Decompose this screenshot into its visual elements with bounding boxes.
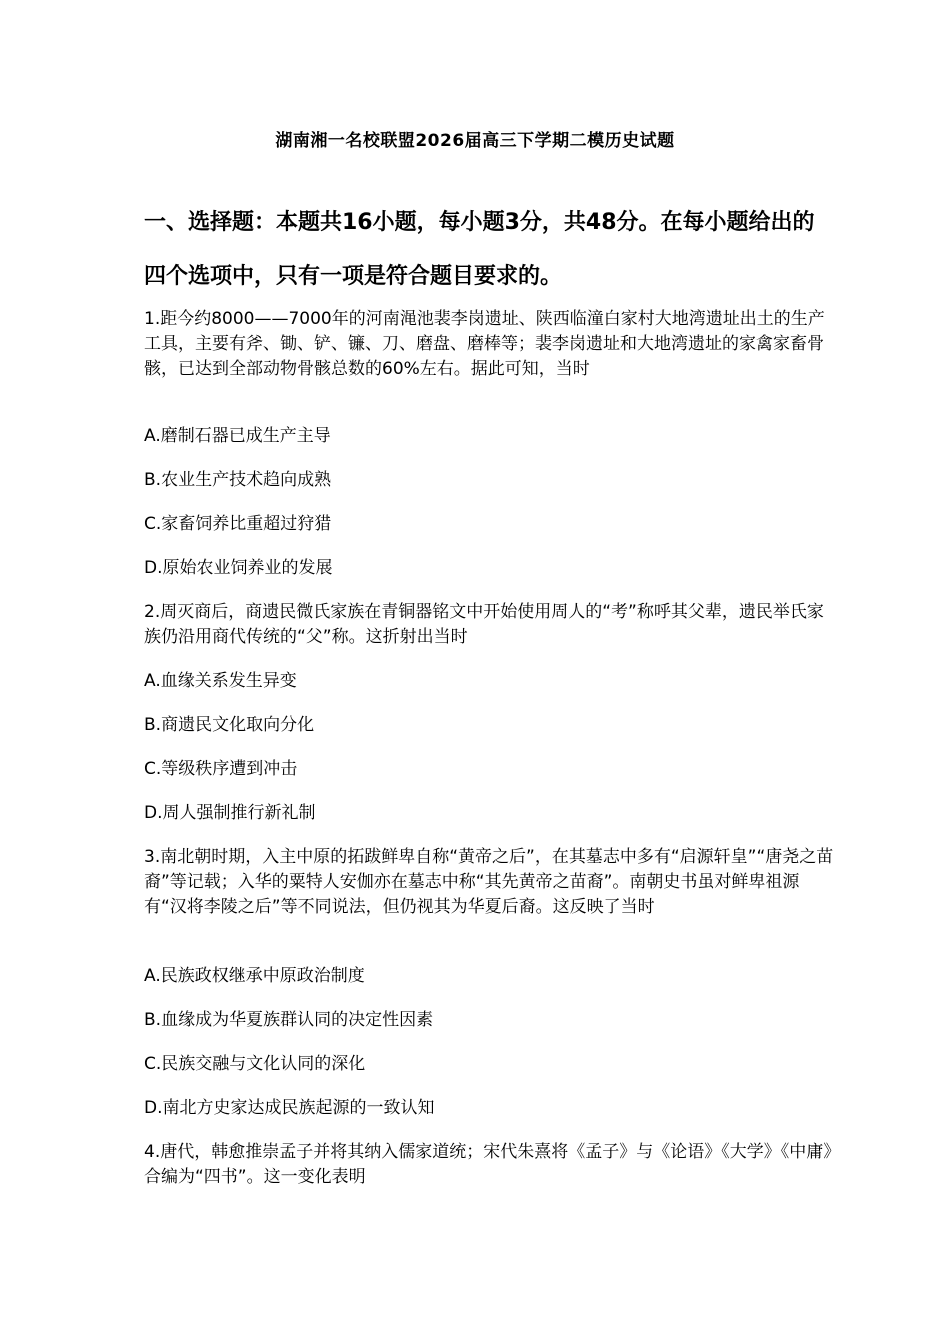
question-1-stem: 1.距今约8000——7000年的河南渑池裴李岗遗址、陕西临潼白家村大地湾遗址出土的生产工具，主要有斧、锄、铲、镰、刀、磨盘、磨棒等；裴李岗遗址和大地湾遗址的家禽家畜骨骸，已达到全部动物骨骸总数的60%左右。据此可知，当时 — [144, 309, 825, 379]
question-1-option-a: A.磨制石器已成生产主导 — [144, 426, 331, 446]
question-4-stem: 4.唐代，韩愈推崇孟子并将其纳入儒家道统；宋代朱熹将《孟子》与《论语》《大学》《中庸》合编为“四书”。这一变化表明 — [144, 1142, 832, 1187]
question-1-option-c: C.家畜饲养比重超过狩猎 — [144, 514, 332, 534]
question-3-option-b: B.血缘成为华夏族群认同的决定性因素 — [144, 1010, 434, 1030]
question-3-stem: 3.南北朝时期，入主中原的拓跋鲜卑自称“黄帝之后”，在其墓志中多有“启源轩皇”“唐尧之苗裔”等记载；入华的粟特人安伽亦在墓志中称“其先黄帝之苗裔”。南朝史书虽对鲜卑祖源有“汉将李陵之后”等不同说法，但仍视其为华夏后裔。这反映了当时 — [144, 847, 834, 917]
question-2-option-b: B.商遗民文化取向分化 — [144, 715, 315, 735]
question-1-option-d: D.原始农业饲养业的发展 — [144, 558, 333, 578]
question-2-option-c: C.等级秩序遭到冲击 — [144, 759, 298, 779]
question-2-stem: 2.周灭商后，商遗民微氏家族在青铜器铭文中开始使用周人的“考”称呼其父辈，遗民举氏家族仍沿用商代传统的“父”称。这折射出当时 — [144, 602, 824, 647]
question-2-option-d: D.周人强制推行新礼制 — [144, 803, 316, 823]
question-2-option-a: A.血缘关系发生异变 — [144, 671, 297, 691]
question-1-option-b: B.农业生产技术趋向成熟 — [144, 470, 332, 490]
question-3-option-c: C.民族交融与文化认同的深化 — [144, 1054, 366, 1074]
question-3-option-d: D.南北方史家达成民族起源的一致认知 — [144, 1098, 435, 1118]
document-title: 湖南湘一名校联盟2026届高三下学期二模历史试题 — [275, 131, 675, 151]
section-heading: 一、选择题：本题共16小题，每小题3分，共48分。在每小题给出的四个选项中，只有一项是符合题目要求的。 — [144, 210, 815, 289]
question-3-option-a: A.民族政权继承中原政治制度 — [144, 966, 365, 986]
